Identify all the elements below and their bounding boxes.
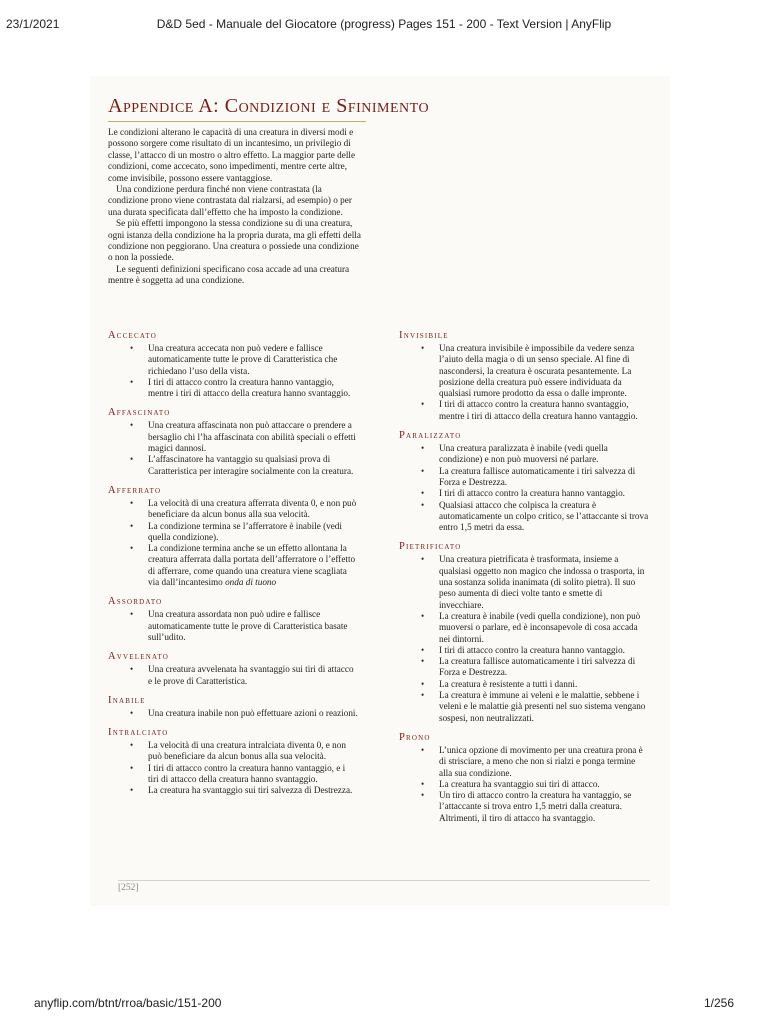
condition-item: • La creatura ha svantaggio sui tiri di attacco. [399, 779, 649, 790]
condition-title: Accecato [108, 330, 157, 341]
condition-item: • Una creatura avvelenata ha svantaggio sui tiri di attacco e le prove di Caratteristica. [108, 664, 358, 687]
condition-list [108, 708, 358, 719]
book-page [90, 76, 670, 906]
page-title: Appendice A: Condizioni e Sfinimento [108, 95, 430, 117]
condition-item-text: La condizione termina anche se un effetto allontana la creatura afferrata dalla portata dell’afferratore o l’effetto di afferrare, come quando una creatura viene scagliata via dall’incantesimo [148, 543, 356, 588]
condition-list [108, 609, 358, 643]
spell-name: onda di tuono [225, 577, 277, 588]
condition-list [108, 343, 358, 399]
condition-item: • Una creatura paralizzata è inabile (vedi quella condizione) e non può muoversi né parlare. [399, 443, 649, 466]
condition-list [108, 420, 358, 476]
condition-item: • La creatura è immune ai veleni e le malattie, sebbene i veleni e le malattie già presenti nel suo sistema vengano sospesi, non neutralizzati. [399, 690, 649, 724]
condition-list [108, 664, 358, 687]
condition-item: • Un tiro di attacco contro la creatura ha vantaggio, se l’attaccante si trova entro 1,5 metri dalla creatura. Altrimenti, il tiro di attacco ha svantaggio. [399, 790, 649, 824]
condition-item: • L’unica opzione di movimento per una creatura prona è di strisciare, a meno che non si rialzi e ponga termine alla sua condizione. [399, 745, 649, 779]
condition-title: Assordato [108, 596, 163, 608]
condition-item: • La creatura fallisce automaticamente i tiri salvezza di Forza e Destrezza. [399, 656, 649, 679]
condition-item: • Qualsiasi attacco che colpisca la creatura è automaticamente un colpo critico, se l’attaccante si trova entro 1,5 metri da essa. [399, 500, 649, 534]
condition-title: Inabile [108, 694, 146, 706]
condition-title: Prono [399, 731, 431, 743]
condition-item: • I tiri di attacco contro la creatura hanno vantaggio, e i tiri di attacco della creatura hanno svantaggio. [108, 763, 358, 786]
print-header [0, 0, 768, 40]
intro-paragraph: Se più effetti impongono la stessa condizione su di una creatura, ogni istanza della condizione ha la propria durata, ma gli effetti della condizione non peggiorano. Una creatura o possiede una condizione o non la possiede. [108, 218, 361, 263]
intro-paragraph: Una condizione perdura finché non viene contrastata (la condizione prono viene contrastata dal rialzarsi, ad esempio) o per una durata specificata dall’effetto che ha imposto la condizione. [108, 184, 352, 217]
intro-text [108, 127, 362, 287]
condition-item: • Una creatura inabile non può effettuare azioni o reazioni. [108, 708, 358, 719]
condition-avvelenato [108, 650, 358, 687]
condition-item: • La creatura ha svantaggio sui tiri salvezza di Destrezza. [108, 785, 358, 796]
print-date: 23/1/2021 [6, 17, 60, 31]
intro-paragraph: Le condizioni alterano le capacità di una creatura in diversi modi e possono sorgere come risultato di un incantesimo, un privilegio di classe, l’attacco di un mostro o altro effetto. La maggior parte delle condizioni, come accecato, sono impedimenti, mentre certe altre, come invisibile, possono essere vantaggiose. [108, 127, 356, 183]
condition-item: • La creatura è resistente a tutti i danni. [399, 679, 649, 690]
footer-divider [118, 880, 650, 881]
condition-list [399, 443, 649, 533]
intro-paragraph: Le seguenti definizioni specificano cosa accade ad una creatura mentre è soggetta ad una condizione. [108, 263, 350, 286]
condition-item: • Una creatura invisibile è impossibile da vedere senza l’aiuto della magia o di un senso speciale. Al fine di nascondersi, la creatura è oscurata pesantemente. La posizione della creatura può essere individuata da qualsiasi rumore prodotto da essa o dalle impronte. [399, 343, 649, 399]
condition-item: • La creatura è inabile (vedi quella condizione), non può muoversi o parlare, ed è inconsapevole di cosa accada nei dintorni. [399, 611, 649, 645]
condition-title: Afferrato [108, 484, 162, 496]
condition-title: Avvelenato [108, 651, 170, 663]
conditions-column-right [399, 329, 649, 831]
condition-afferrato [108, 484, 358, 588]
condition-item: • L’affascinatore ha vantaggio su qualsiasi prova di Caratteristica per interagire socialmente con la creatura. [108, 454, 358, 477]
condition-item: • La velocità di una creatura intralciata diventa 0, e non può beneficiare da alcun bonus alla sua velocità. [108, 740, 358, 763]
condition-prono [399, 731, 649, 824]
conditions-column-left [108, 329, 358, 804]
condition-item [108, 543, 358, 588]
condition-invisibile [399, 329, 649, 422]
condition-title: Affascinato [108, 407, 171, 419]
condition-item: • Una creatura pietrificata è trasformata, insieme a qualsiasi oggetto non magico che indossa o trasporta, in una sostanza solida inanimata (di solito pietra). Il suo peso aumenta di dieci volte tanto e smette di invecchiare. [399, 554, 649, 610]
condition-intralciato [108, 726, 358, 796]
title-divider [108, 121, 366, 122]
condition-list [399, 554, 649, 723]
condition-item: • I tiri di attacco contro la creatura hanno vantaggio. [399, 488, 649, 499]
condition-accecato [108, 329, 358, 399]
condition-list [399, 745, 649, 824]
condition-item: • La creatura fallisce automaticamente i tiri salvezza di Forza e Destrezza. [399, 466, 649, 489]
condition-item: • I tiri di attacco contro la creatura hanno svantaggio, mentre i tiri di attacco della creatura hanno vantaggio. [399, 399, 649, 422]
page-number: [252] [118, 883, 139, 893]
print-title: D&D 5ed - Manuale del Giocatore (progress) Pages 151 - 200 - Text Version | AnyFlip [156, 17, 612, 31]
condition-assordato [108, 595, 358, 643]
condition-inabile [108, 694, 358, 719]
condition-item: • La condizione termina se l’afferratore è inabile (vedi quella condizione). [108, 521, 358, 544]
condition-item: • Una creatura assordata non può udire e fallisce automaticamente tutte le prove di Caratteristica basate sull’udito. [108, 609, 358, 643]
condition-pietrificato [399, 540, 649, 723]
condition-item: • I tiri di attacco contro la creatura hanno vantaggio. [399, 645, 649, 656]
condition-title: Invisibile [399, 330, 449, 341]
condition-title: Paralizzato [399, 430, 462, 442]
print-footer [0, 984, 768, 1024]
condition-title: Pietrificato [399, 541, 462, 553]
condition-list [399, 343, 649, 422]
condition-item: • Una creatura affascinata non può attaccare o prendere a bersaglio chi l’ha affascinata con abilità speciali o effetti magici dannosi. [108, 420, 358, 454]
condition-affascinato [108, 406, 358, 476]
condition-list [108, 740, 358, 796]
condition-item: • La velocità di una creatura afferrata diventa 0, e non può beneficiare da alcun bonus alla sua velocità. [108, 498, 358, 521]
print-url: anyflip.com/btnt/rroa/basic/151-200 [34, 996, 222, 1010]
condition-paralizzato [399, 429, 649, 533]
condition-list [108, 498, 358, 588]
condition-item: • Una creatura accecata non può vedere e fallisce automaticamente tutte le prove di Caratteristica che richiedano l’uso della vista. [108, 343, 358, 377]
print-page-count: 1/256 [703, 996, 734, 1010]
condition-item: • I tiri di attacco contro la creatura hanno vantaggio, mentre i tiri di attacco della creatura hanno svantaggio. [108, 377, 358, 400]
condition-title: Intralciato [108, 727, 169, 739]
